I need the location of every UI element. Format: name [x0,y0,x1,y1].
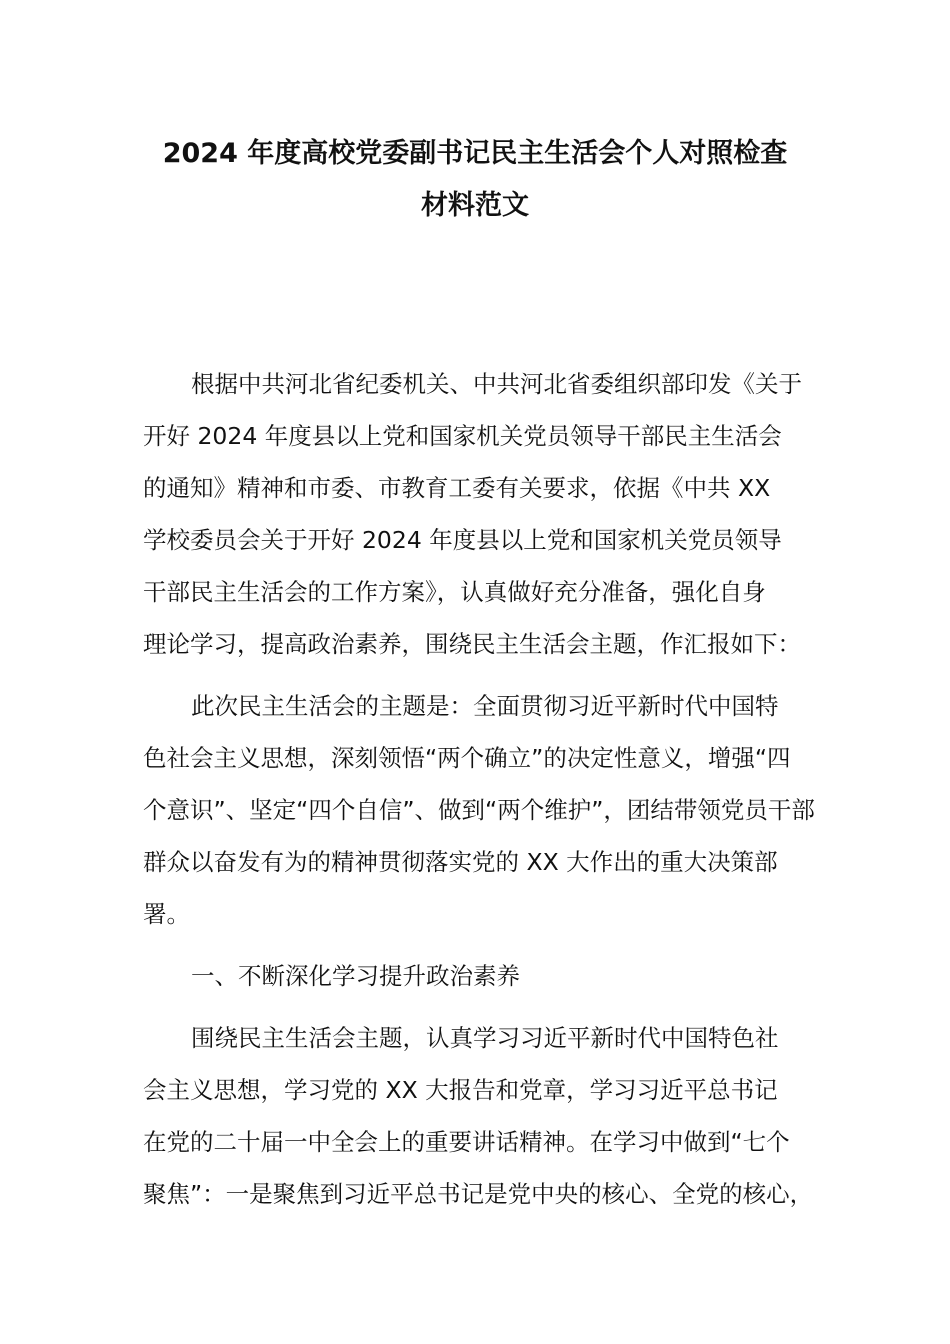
document-body [143,358,823,1230]
heading-line: 一、不断深化学习提升政治素养 [191,962,520,990]
text-line: 的通知》精神和市委、市教育工委有关要求，依据《中共 XX [143,474,771,502]
text-line: 理论学习，提高政治素养，围绕民主生活会主题，作汇报如下： [143,630,801,658]
text-line: 会主义思想，学习党的 XX 大报告和党章，学习习近平总书记 [143,1076,778,1104]
paragraph-study [143,1012,823,1220]
text-line: 色社会主义思想，深刻领悟“两个确立”的决定性意义，增强“四 [143,744,791,772]
text-line: 群众以奋发有为的精神贯彻落实党的 XX 大作出的重大决策部 [143,848,778,876]
text-line: 聚焦”：一是聚焦到习近平总书记是党中央的核心、全党的核心， [143,1180,814,1208]
text-line: 围绕民主生活会主题，认真学习习近平新时代中国特色社 [191,1024,779,1052]
text-line: 在党的二十届一中全会上的重要讲话精神。在学习中做到“七个 [143,1128,790,1156]
document-title [100,128,850,232]
title-line-2: 材料范文 [421,190,529,221]
text-line: 干部民主生活会的工作方案》，认真做好充分准备，强化自身 [143,578,766,606]
text-line: 学校委员会关于开好 2024 年度县以上党和国家机关党员领导 [143,526,782,554]
text-line: 署。 [143,900,190,928]
paragraph-theme [143,680,823,940]
text-line: 此次民主生活会的主题是：全面贯彻习近平新时代中国特 [191,692,779,720]
text-line: 个意识”、坚定“四个自信”、做到“两个维护”，团结带领党员干部 [143,796,815,824]
text-line: 开好 2024 年度县以上党和国家机关党员领导干部民主生活会 [143,422,782,450]
title-line-1: 2024 年度高校党委副书记民主生活会个人对照检查 [162,138,788,169]
section-heading-1 [143,950,823,1002]
paragraph-intro [143,358,823,670]
text-line: 根据中共河北省纪委机关、中共河北省委组织部印发《关于 [191,370,802,398]
